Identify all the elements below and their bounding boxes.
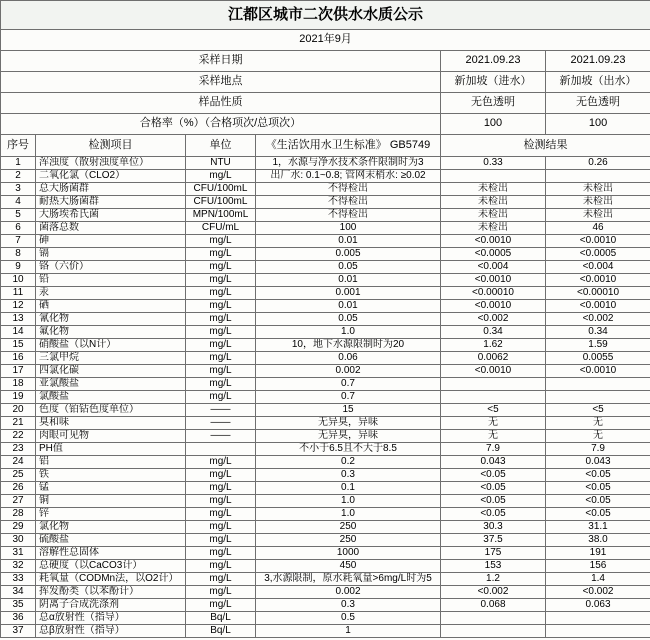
- cell-result-1: <0.05: [441, 495, 546, 508]
- cell-item: 总大肠菌群: [36, 183, 186, 196]
- cell-unit: [186, 443, 256, 456]
- cell-index: 26: [1, 482, 36, 495]
- cell-index: 19: [1, 391, 36, 404]
- table-row: [1, 391, 650, 404]
- cell-standard: 15: [256, 404, 441, 417]
- table-row: [1, 365, 650, 378]
- cell-item: 汞: [36, 287, 186, 300]
- cell-standard: 0.2: [256, 456, 441, 469]
- cell-result-1: <0.0010: [441, 300, 546, 313]
- cell-result-2: <0.0010: [546, 235, 650, 248]
- cell-result-2: [546, 612, 650, 625]
- column-header-row: [1, 135, 650, 157]
- table-row: [1, 547, 650, 560]
- table-row: [1, 313, 650, 326]
- meta-row-sample-nature: [1, 93, 650, 114]
- cell-result-2: <0.002: [546, 313, 650, 326]
- cell-result-2: <0.0010: [546, 300, 650, 313]
- meta-row-sampling-date: [1, 51, 650, 72]
- cell-unit: mg/L: [186, 378, 256, 391]
- table-row: [1, 209, 650, 222]
- cell-unit: mg/L: [186, 547, 256, 560]
- cell-result-2: 46: [546, 222, 650, 235]
- cell-standard: 不得检出: [256, 183, 441, 196]
- table-row: [1, 235, 650, 248]
- cell-result-1: [441, 170, 546, 183]
- meta-label-sampling-site: 采样地点: [1, 72, 441, 93]
- cell-result-1: <0.004: [441, 261, 546, 274]
- cell-index: 30: [1, 534, 36, 547]
- cell-unit: mg/L: [186, 352, 256, 365]
- cell-item: 耐热大肠菌群: [36, 196, 186, 209]
- cell-item: 臭和味: [36, 417, 186, 430]
- cell-index: 12: [1, 300, 36, 313]
- table-row: [1, 404, 650, 417]
- title-row: [1, 1, 650, 30]
- table-row: [1, 612, 650, 625]
- cell-result-1: <0.0010: [441, 235, 546, 248]
- cell-item: 大肠埃希氏菌: [36, 209, 186, 222]
- cell-result-2: 0.063: [546, 599, 650, 612]
- cell-result-2: <0.004: [546, 261, 650, 274]
- cell-index: 16: [1, 352, 36, 365]
- cell-result-1: <0.0010: [441, 274, 546, 287]
- cell-unit: CFU/100mL: [186, 183, 256, 196]
- cell-unit: Bq/L: [186, 625, 256, 638]
- col-header-standard: 《生活饮用水卫生标准》 GB5749: [256, 135, 441, 157]
- meta-label-pass-rate: 合格率（%）（合格项次/总项次）: [1, 114, 441, 135]
- cell-unit: mg/L: [186, 586, 256, 599]
- cell-standard: 0.01: [256, 274, 441, 287]
- table-row: [1, 495, 650, 508]
- cell-result-1: 0.043: [441, 456, 546, 469]
- cell-result-1: 1.62: [441, 339, 546, 352]
- cell-standard: 250: [256, 521, 441, 534]
- col-header-unit: 单位: [186, 135, 256, 157]
- cell-standard: 0.5: [256, 612, 441, 625]
- table-row: [1, 352, 650, 365]
- cell-result-2: 38.0: [546, 534, 650, 547]
- cell-result-2: 未检出: [546, 196, 650, 209]
- table-row: [1, 573, 650, 586]
- cell-index: 9: [1, 261, 36, 274]
- table-row: [1, 560, 650, 573]
- cell-index: 37: [1, 625, 36, 638]
- cell-unit: mg/L: [186, 599, 256, 612]
- cell-result-1: 无: [441, 417, 546, 430]
- cell-item: 氰化物: [36, 313, 186, 326]
- table-row: [1, 157, 650, 170]
- meta-row-sampling-site: [1, 72, 650, 93]
- cell-result-2: 未检出: [546, 209, 650, 222]
- cell-index: 32: [1, 560, 36, 573]
- cell-index: 18: [1, 378, 36, 391]
- cell-standard: 0.05: [256, 313, 441, 326]
- cell-result-2: [546, 625, 650, 638]
- table-row: [1, 261, 650, 274]
- cell-result-1: 153: [441, 560, 546, 573]
- cell-standard: 0.005: [256, 248, 441, 261]
- cell-item: 总硬度（以CaCO3计）: [36, 560, 186, 573]
- cell-unit: mg/L: [186, 326, 256, 339]
- meta-row-pass-rate: [1, 114, 650, 135]
- meta-label-sampling-date: 采样日期: [1, 51, 441, 72]
- cell-unit: mg/L: [186, 469, 256, 482]
- cell-result-2: <0.0010: [546, 365, 650, 378]
- table-row: [1, 456, 650, 469]
- cell-standard: 0.002: [256, 586, 441, 599]
- cell-unit: ——: [186, 430, 256, 443]
- cell-item: 溶解性总固体: [36, 547, 186, 560]
- cell-result-2: 无: [546, 430, 650, 443]
- cell-unit: mg/L: [186, 495, 256, 508]
- table-row: [1, 521, 650, 534]
- cell-result-1: <5: [441, 404, 546, 417]
- cell-index: 6: [1, 222, 36, 235]
- cell-item: 硝酸盐（以N计）: [36, 339, 186, 352]
- cell-result-1: 0.068: [441, 599, 546, 612]
- cell-standard: 0.06: [256, 352, 441, 365]
- cell-result-1: 7.9: [441, 443, 546, 456]
- cell-result-1: <0.05: [441, 508, 546, 521]
- cell-item: 肉眼可见物: [36, 430, 186, 443]
- cell-index: 33: [1, 573, 36, 586]
- cell-unit: mg/L: [186, 313, 256, 326]
- cell-unit: mg/L: [186, 365, 256, 378]
- cell-result-1: 0.33: [441, 157, 546, 170]
- cell-standard: 0.01: [256, 235, 441, 248]
- cell-result-2: 0.26: [546, 157, 650, 170]
- cell-standard: 1.0: [256, 495, 441, 508]
- cell-result-2: <0.05: [546, 482, 650, 495]
- cell-result-1: <0.0010: [441, 365, 546, 378]
- cell-standard: 1，水源与净水技术条件限制时为3: [256, 157, 441, 170]
- cell-unit: mg/L: [186, 534, 256, 547]
- cell-index: 31: [1, 547, 36, 560]
- cell-result-1: 0.0062: [441, 352, 546, 365]
- cell-unit: ——: [186, 417, 256, 430]
- cell-standard: 不小于6.5且不大于8.5: [256, 443, 441, 456]
- cell-item: 硒: [36, 300, 186, 313]
- cell-result-2: <0.0010: [546, 274, 650, 287]
- cell-standard: 1: [256, 625, 441, 638]
- cell-item: 菌落总数: [36, 222, 186, 235]
- cell-index: 36: [1, 612, 36, 625]
- meta-value-pass-rate-1: 100: [441, 114, 546, 135]
- meta-value-pass-rate-2: 100: [546, 114, 650, 135]
- cell-index: 2: [1, 170, 36, 183]
- cell-standard: 0.01: [256, 300, 441, 313]
- cell-item: 铅: [36, 274, 186, 287]
- cell-index: 5: [1, 209, 36, 222]
- cell-standard: 450: [256, 560, 441, 573]
- cell-standard: 无异臭，异味: [256, 417, 441, 430]
- cell-result-1: [441, 378, 546, 391]
- cell-item: 四氯化碳: [36, 365, 186, 378]
- cell-item: 氟化物: [36, 326, 186, 339]
- cell-index: 14: [1, 326, 36, 339]
- cell-unit: CFU/100mL: [186, 196, 256, 209]
- cell-unit: mg/L: [186, 391, 256, 404]
- cell-index: 17: [1, 365, 36, 378]
- table-row: [1, 326, 650, 339]
- cell-unit: mg/L: [186, 508, 256, 521]
- cell-unit: NTU: [186, 157, 256, 170]
- cell-standard: 1.0: [256, 326, 441, 339]
- cell-index: 10: [1, 274, 36, 287]
- cell-result-1: <0.0005: [441, 248, 546, 261]
- table-row: [1, 599, 650, 612]
- cell-result-1: 175: [441, 547, 546, 560]
- cell-result-2: 31.1: [546, 521, 650, 534]
- cell-item: 氯化物: [36, 521, 186, 534]
- cell-standard: 出厂水: 0.1~0.8; 管网末梢水: ≥0.02: [256, 170, 441, 183]
- cell-index: 27: [1, 495, 36, 508]
- cell-unit: mg/L: [186, 170, 256, 183]
- cell-unit: CFU/mL: [186, 222, 256, 235]
- cell-item: 硫酸盐: [36, 534, 186, 547]
- table-row: [1, 586, 650, 599]
- cell-standard: 250: [256, 534, 441, 547]
- cell-result-1: 30.3: [441, 521, 546, 534]
- cell-index: 13: [1, 313, 36, 326]
- cell-unit: mg/L: [186, 261, 256, 274]
- cell-index: 4: [1, 196, 36, 209]
- cell-result-1: 未检出: [441, 196, 546, 209]
- report-month: 2021年9月: [1, 30, 650, 51]
- table-row: [1, 183, 650, 196]
- cell-unit: ——: [186, 404, 256, 417]
- cell-unit: mg/L: [186, 287, 256, 300]
- cell-standard: 0.3: [256, 599, 441, 612]
- cell-standard: 0.3: [256, 469, 441, 482]
- cell-index: 35: [1, 599, 36, 612]
- cell-unit: mg/L: [186, 235, 256, 248]
- meta-value-sample-nature-1: 无色透明: [441, 93, 546, 114]
- cell-result-2: <0.05: [546, 508, 650, 521]
- meta-value-sampling-date-2: 2021.09.23: [546, 51, 650, 72]
- cell-result-1: 未检出: [441, 209, 546, 222]
- cell-standard: 0.7: [256, 378, 441, 391]
- cell-result-2: 191: [546, 547, 650, 560]
- cell-result-1: 未检出: [441, 183, 546, 196]
- cell-index: 3: [1, 183, 36, 196]
- cell-index: 8: [1, 248, 36, 261]
- meta-value-sampling-site-1: 新加坡（进水）: [441, 72, 546, 93]
- cell-unit: mg/L: [186, 560, 256, 573]
- cell-result-2: <5: [546, 404, 650, 417]
- cell-result-1: <0.002: [441, 586, 546, 599]
- cell-standard: 0.002: [256, 365, 441, 378]
- cell-result-2: <0.05: [546, 469, 650, 482]
- cell-index: 21: [1, 417, 36, 430]
- cell-item: 总α放射性（指导）: [36, 612, 186, 625]
- cell-standard: 1000: [256, 547, 441, 560]
- meta-value-sample-nature-2: 无色透明: [546, 93, 650, 114]
- table-row: [1, 482, 650, 495]
- cell-unit: MPN/100mL: [186, 209, 256, 222]
- cell-item: 铜: [36, 495, 186, 508]
- cell-result-2: 未检出: [546, 183, 650, 196]
- cell-item: 浑浊度（散射浊度单位）: [36, 157, 186, 170]
- cell-result-2: 156: [546, 560, 650, 573]
- col-header-index: 序号: [1, 135, 36, 157]
- cell-item: 挥发酚类（以苯酚计）: [36, 586, 186, 599]
- cell-standard: 不得检出: [256, 209, 441, 222]
- cell-item: 铬（六价）: [36, 261, 186, 274]
- table-row: [1, 443, 650, 456]
- cell-unit: mg/L: [186, 521, 256, 534]
- cell-index: 15: [1, 339, 36, 352]
- col-header-result: 检测结果: [441, 135, 650, 157]
- cell-item: PH值: [36, 443, 186, 456]
- cell-item: 铝: [36, 456, 186, 469]
- table-row: [1, 625, 650, 638]
- page-title: 江都区城市二次供水水质公示: [1, 1, 650, 30]
- cell-result-1: [441, 625, 546, 638]
- cell-result-1: 1.2: [441, 573, 546, 586]
- table-row: [1, 300, 650, 313]
- cell-result-2: [546, 391, 650, 404]
- cell-unit: mg/L: [186, 274, 256, 287]
- cell-result-1: <0.05: [441, 482, 546, 495]
- cell-unit: mg/L: [186, 339, 256, 352]
- cell-item: 镉: [36, 248, 186, 261]
- cell-item: 阴离子合成洗涤剂: [36, 599, 186, 612]
- cell-item: 二氧化氯（CLO2）: [36, 170, 186, 183]
- cell-result-2: [546, 170, 650, 183]
- cell-index: 25: [1, 469, 36, 482]
- cell-item: 锌: [36, 508, 186, 521]
- table-row: [1, 287, 650, 300]
- cell-index: 1: [1, 157, 36, 170]
- cell-index: 20: [1, 404, 36, 417]
- cell-result-2: 无: [546, 417, 650, 430]
- cell-result-2: 0.34: [546, 326, 650, 339]
- table-row: [1, 534, 650, 547]
- cell-index: 11: [1, 287, 36, 300]
- cell-unit: mg/L: [186, 300, 256, 313]
- cell-item: 亚氯酸盐: [36, 378, 186, 391]
- cell-index: 7: [1, 235, 36, 248]
- cell-index: 24: [1, 456, 36, 469]
- meta-label-sample-nature: 样品性质: [1, 93, 441, 114]
- month-row: [1, 30, 650, 51]
- cell-standard: 0.001: [256, 287, 441, 300]
- cell-standard: 0.7: [256, 391, 441, 404]
- table-row: [1, 430, 650, 443]
- cell-unit: mg/L: [186, 482, 256, 495]
- table-row: [1, 378, 650, 391]
- cell-standard: 3,水源限制，原水耗氧量>6mg/L时为5: [256, 573, 441, 586]
- cell-index: 23: [1, 443, 36, 456]
- cell-result-2: 0.0055: [546, 352, 650, 365]
- cell-item: 铁: [36, 469, 186, 482]
- cell-result-2: <0.05: [546, 495, 650, 508]
- cell-result-1: <0.05: [441, 469, 546, 482]
- cell-standard: 100: [256, 222, 441, 235]
- cell-item: 色度（铂钴色度单位）: [36, 404, 186, 417]
- cell-item: 锰: [36, 482, 186, 495]
- table-row: [1, 417, 650, 430]
- cell-result-2: 7.9: [546, 443, 650, 456]
- cell-unit: mg/L: [186, 248, 256, 261]
- table-row: [1, 339, 650, 352]
- cell-unit: mg/L: [186, 573, 256, 586]
- cell-standard: 1.0: [256, 508, 441, 521]
- cell-result-1: 未检出: [441, 222, 546, 235]
- cell-item: 氯酸盐: [36, 391, 186, 404]
- table-row: [1, 170, 650, 183]
- cell-item: 三氯甲烷: [36, 352, 186, 365]
- cell-item: 砷: [36, 235, 186, 248]
- cell-item: 总β放射性（指导）: [36, 625, 186, 638]
- cell-index: 29: [1, 521, 36, 534]
- cell-result-1: 0.34: [441, 326, 546, 339]
- col-header-item: 检测项目: [36, 135, 186, 157]
- cell-item: 耗氧量（CODMn法，以O2计）: [36, 573, 186, 586]
- cell-result-1: <0.002: [441, 313, 546, 326]
- cell-result-1: [441, 391, 546, 404]
- cell-standard: 10，地下水源限制时为20: [256, 339, 441, 352]
- cell-unit: Bq/L: [186, 612, 256, 625]
- cell-standard: 不得检出: [256, 196, 441, 209]
- cell-index: 34: [1, 586, 36, 599]
- cell-result-1: <0.00010: [441, 287, 546, 300]
- cell-index: 28: [1, 508, 36, 521]
- cell-unit: mg/L: [186, 456, 256, 469]
- cell-result-2: 1.4: [546, 573, 650, 586]
- cell-result-2: [546, 378, 650, 391]
- results-body: [1, 157, 650, 638]
- cell-standard: 无异臭，异味: [256, 430, 441, 443]
- cell-result-2: <0.0005: [546, 248, 650, 261]
- cell-result-1: 无: [441, 430, 546, 443]
- table-row: [1, 222, 650, 235]
- cell-result-2: 0.043: [546, 456, 650, 469]
- meta-value-sampling-site-2: 新加坡（出水）: [546, 72, 650, 93]
- meta-value-sampling-date-1: 2021.09.23: [441, 51, 546, 72]
- cell-index: 22: [1, 430, 36, 443]
- cell-result-2: 1.59: [546, 339, 650, 352]
- table-row: [1, 274, 650, 287]
- cell-result-2: <0.002: [546, 586, 650, 599]
- table-row: [1, 196, 650, 209]
- cell-result-1: 37.5: [441, 534, 546, 547]
- cell-standard: 0.05: [256, 261, 441, 274]
- cell-standard: 0.1: [256, 482, 441, 495]
- header-section: [1, 1, 650, 157]
- table-row: [1, 248, 650, 261]
- table-row: [1, 469, 650, 482]
- cell-result-1: [441, 612, 546, 625]
- cell-result-2: <0.00010: [546, 287, 650, 300]
- table-row: [1, 508, 650, 521]
